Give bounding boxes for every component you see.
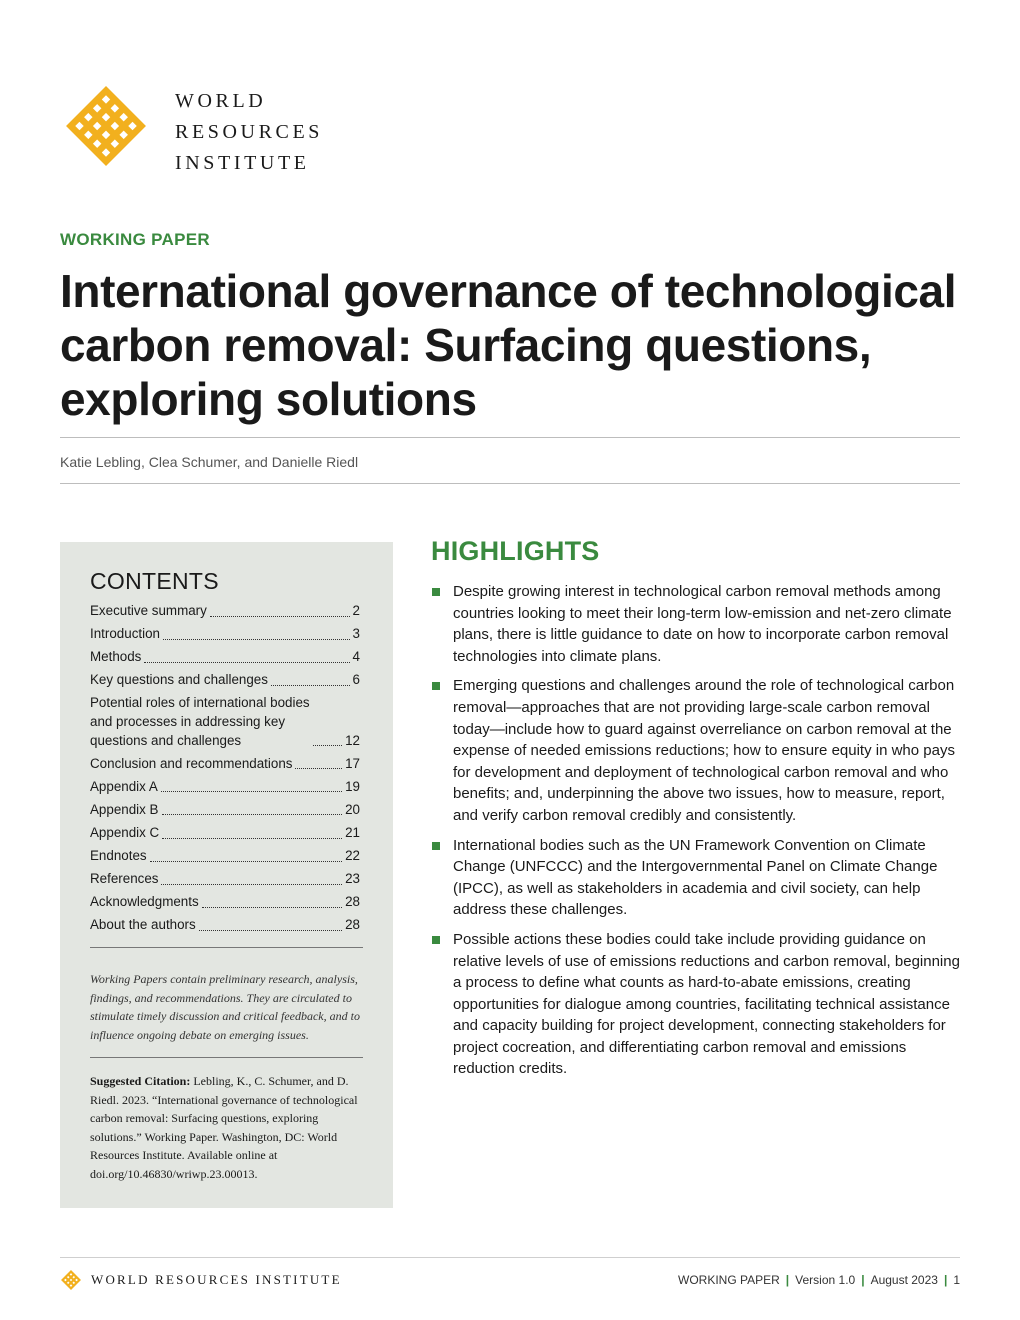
suggested-citation	[90, 1072, 365, 1183]
contents-sidebar	[60, 542, 393, 1208]
logo-line-1: WORLD	[175, 90, 267, 112]
footer-separator: |	[785, 1273, 790, 1287]
toc-leader-dots	[295, 768, 342, 769]
toc-entry-page: 20	[345, 801, 360, 817]
document-type-label: WORKING PAPER	[60, 230, 210, 249]
toc-leader-dots	[162, 838, 342, 839]
square-bullet-icon	[432, 936, 440, 944]
toc-entry-label: Potential roles of international bodies and processes in addressing key questions and challenges	[90, 695, 310, 748]
toc-entry-page: 28	[345, 917, 360, 933]
footer-page-number: 1	[953, 1273, 960, 1287]
toc-entry-page: 6	[352, 672, 360, 688]
wri-logo-icon	[60, 80, 152, 172]
highlight-text: International bodies such as the UN Framework Convention on Climate Change (UNFCCC) and the Intergovernmental Panel on Climate Change (IPCC), as well as stakeholders in academia and civil society, can help address these challenges.	[453, 836, 938, 919]
toc-entry[interactable]	[90, 893, 360, 912]
logo-line-3: INSTITUTE	[175, 152, 310, 174]
toc-entry-label: Appendix C	[90, 824, 160, 840]
toc-leader-dots	[210, 616, 350, 617]
toc-entry[interactable]	[90, 671, 360, 690]
toc-entry-page: 4	[352, 649, 360, 665]
citation-text: Lebling, K., C. Schumer, and D. Riedl. 2023. “International governance of technological carbon removal: Surfacing questions, exploring solutions.” Working Paper. Washington, DC: World Resources Institute. Available online at doi.org/10.46830/wriwp.23.00013.	[90, 1074, 358, 1181]
footer-divider	[60, 1257, 960, 1258]
toc-entry[interactable]	[90, 916, 360, 935]
highlights-list	[431, 581, 961, 1088]
highlight-item	[431, 675, 961, 826]
footer-meta	[678, 1273, 960, 1287]
highlight-item	[431, 835, 961, 921]
toc-entry-label: Appendix A	[90, 778, 158, 794]
working-paper-note: Working Papers contain preliminary research, analysis, findings, and recommendations. They are circulated to stimulate timely discussion and critical feedback, and to influence ongoing debate on emerging issues.	[90, 972, 360, 1042]
toc-leader-dots	[144, 662, 349, 663]
table-of-contents	[90, 602, 360, 939]
square-bullet-icon	[432, 682, 440, 690]
footer-version: Version 1.0	[795, 1273, 856, 1287]
wri-logo-text	[175, 86, 323, 179]
highlight-text: Possible actions these bodies could take include providing guidance on relative levels of use of emissions reductions and carbon removal, beginning a process to define what counts as hard-to-abate emissions, creating opportunities for dialogue among countries, facilitating technical assistance and capacity building for project development, connecting stakeholders for project cocreation, and differentiating carbon removal and emissions reduction credits.	[453, 930, 960, 1078]
highlight-text: Despite growing interest in technological carbon removal methods among countries looking to meet their long-term low-emission and net-zero climate plans, there is little guidance to date on how to incorporate carbon removal technologies into climate plans.	[453, 583, 952, 665]
toc-entry[interactable]	[90, 694, 360, 750]
toc-entry-label: Endnotes	[90, 848, 147, 864]
footer-separator: |	[861, 1273, 865, 1287]
square-bullet-icon	[432, 588, 440, 596]
authors-divider	[60, 483, 960, 484]
toc-entry-page: 3	[352, 626, 360, 642]
footer-date: August 2023	[870, 1273, 938, 1287]
toc-entry-label: Key questions and challenges	[90, 672, 268, 688]
toc-entry-label: Introduction	[90, 626, 160, 642]
footer-doc-type: WORKING PAPER	[678, 1273, 780, 1287]
toc-leader-dots	[313, 745, 342, 746]
toc-entry-label: Conclusion and recommendations	[90, 755, 293, 771]
toc-leader-dots	[161, 884, 342, 885]
toc-entry-label: References	[90, 871, 159, 887]
toc-entry-page: 12	[345, 732, 360, 748]
toc-entry[interactable]	[90, 648, 360, 667]
contents-heading: CONTENTS	[90, 568, 219, 594]
logo-line-2: RESOURCES	[175, 121, 323, 143]
toc-entry[interactable]	[90, 625, 360, 644]
toc-leader-dots	[163, 639, 350, 640]
toc-entry-label: Acknowledgments	[90, 894, 199, 910]
paper-title: International governance of technological carbon removal: Surfacing questions, exploring solutions	[60, 265, 957, 425]
toc-entry[interactable]	[90, 801, 360, 820]
toc-entry-label: Methods	[90, 649, 142, 665]
sidebar-divider-bottom	[90, 1057, 363, 1058]
toc-entry-page: 23	[345, 871, 360, 887]
highlight-item	[431, 929, 961, 1080]
citation-label: Suggested Citation:	[90, 1074, 191, 1088]
toc-entry-page: 28	[345, 894, 360, 910]
toc-leader-dots	[150, 861, 343, 862]
toc-entry[interactable]	[90, 847, 360, 866]
toc-entry-label: Executive summary	[90, 603, 207, 618]
highlight-text: Emerging questions and challenges around the role of technological carbon removal—approaches that are not providing large-scale carbon removal today—include how to guard against overreliance on carbon removal at the expense of needed emissions reductions; how to ensure equity in who pays for development and deployment of technological carbon removal and who benefits; and, underpinning the above two issues, how to measure, report, and verify carbon removal credibly and consistently.	[453, 677, 955, 824]
toc-entry-page: 2	[352, 603, 360, 618]
toc-leader-dots	[271, 685, 350, 686]
toc-entry[interactable]	[90, 870, 360, 889]
footer-separator: |	[943, 1273, 948, 1287]
toc-entry-label: Appendix B	[90, 801, 159, 817]
toc-entry-page: 19	[345, 778, 360, 794]
title-divider	[60, 437, 960, 438]
toc-entry[interactable]	[90, 824, 360, 843]
toc-entry[interactable]	[90, 755, 360, 774]
toc-leader-dots	[202, 907, 342, 908]
authors-line: Katie Lebling, Clea Schumer, and Danielle Riedl	[60, 454, 359, 470]
toc-entry[interactable]	[90, 778, 360, 797]
sidebar-divider-top	[90, 947, 363, 948]
square-bullet-icon	[432, 842, 440, 850]
wri-footer-logo-icon	[60, 1269, 82, 1291]
toc-entry-label: About the authors	[90, 917, 196, 933]
toc-entry-page: 22	[345, 848, 360, 864]
toc-leader-dots	[161, 791, 342, 792]
toc-entry-page: 17	[345, 755, 360, 771]
toc-entry[interactable]	[90, 602, 360, 621]
footer-org-name: WORLD RESOURCES INSTITUTE	[91, 1272, 342, 1287]
toc-entry-page: 21	[345, 824, 360, 840]
toc-leader-dots	[162, 814, 343, 815]
highlight-item	[431, 581, 961, 667]
highlights-heading: HIGHLIGHTS	[431, 536, 600, 566]
toc-leader-dots	[199, 930, 342, 931]
